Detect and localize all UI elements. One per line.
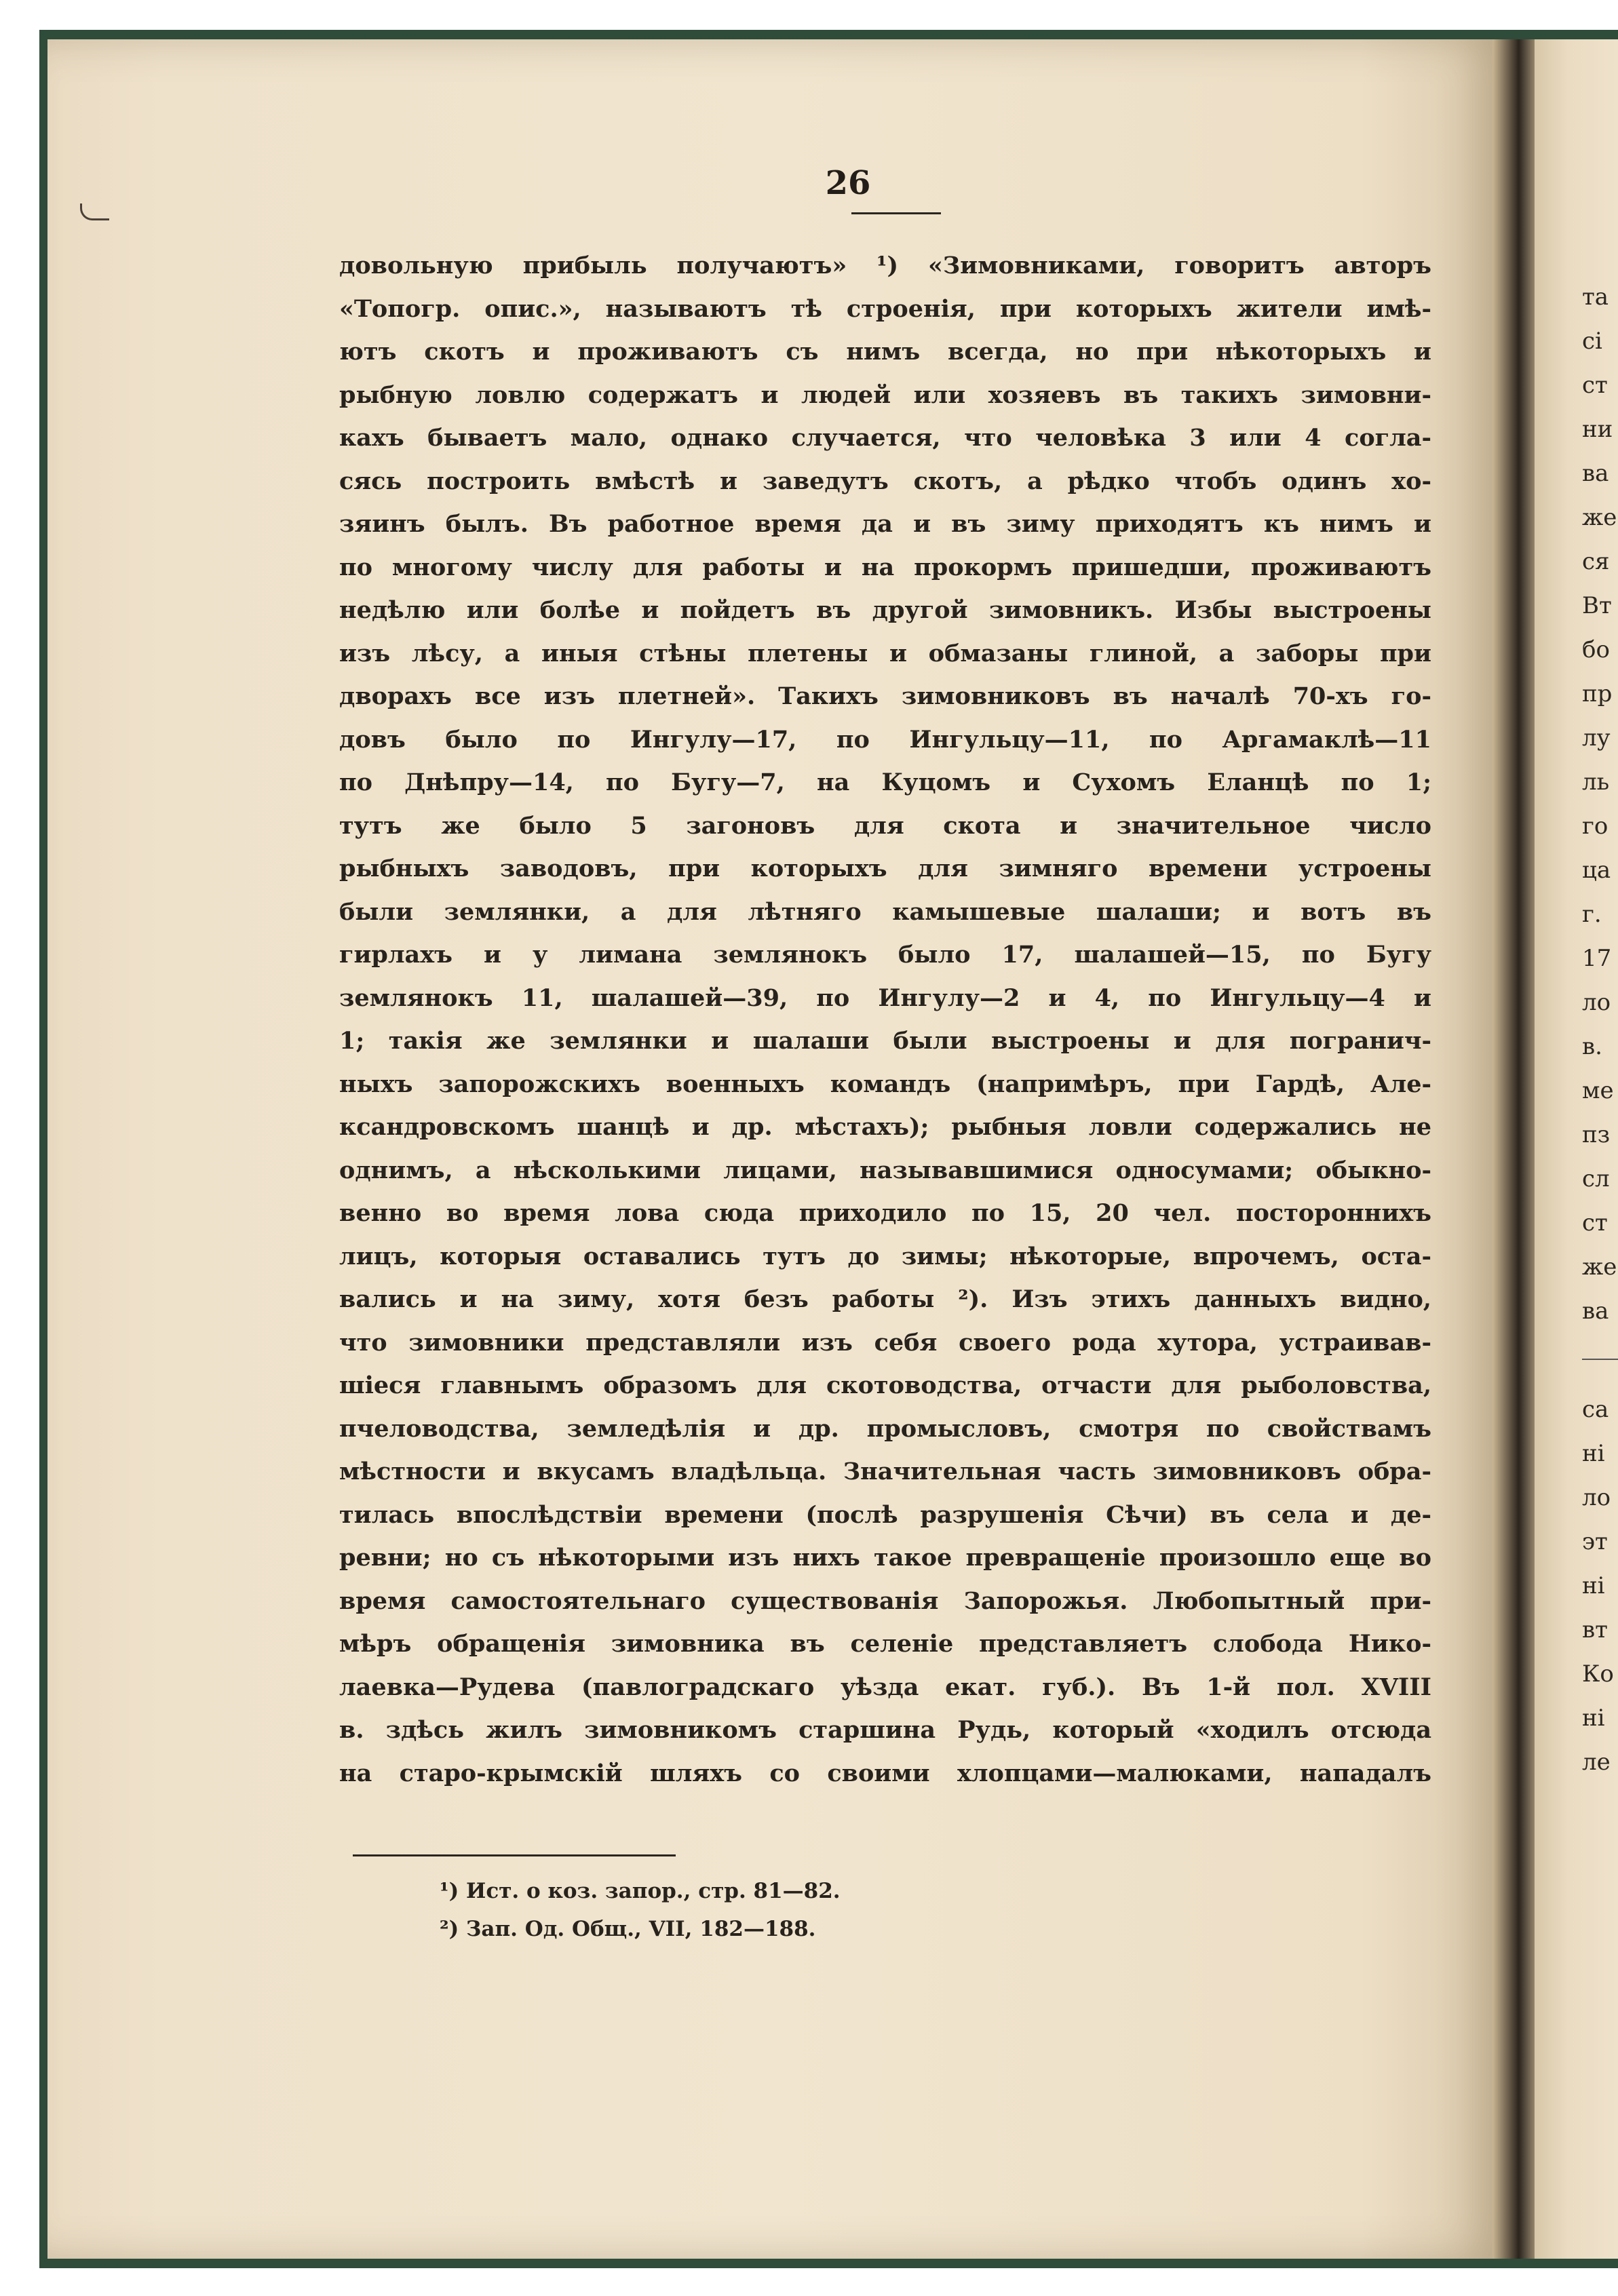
text-line: «Топогр. опис.», называютъ тѣ строенія, при которыхъ жители имѣ- [339, 294, 1431, 323]
text-line: по многому числу для работы и на прокормъ пришедши, проживаютъ [339, 553, 1431, 581]
text-line: 1; такія же землянки и шалаши были выстроены и для погранич- [339, 1027, 1431, 1055]
facing-page-fragment: лу [1582, 724, 1611, 752]
facing-page-fragment: та [1582, 284, 1609, 311]
text-line: кахъ бываетъ мало, однако случается, что человѣка 3 или 4 согла- [339, 424, 1431, 452]
facing-page-fragment: ст [1582, 1209, 1608, 1237]
text-line: изъ лѣсу, а иныя стѣны плетены и обмазаны глиной, а заборы при [339, 639, 1431, 667]
text-line: землянокъ 11, шалашей—39, по Ингулу—2 и 4, по Ингульцу—4 и [339, 984, 1431, 1012]
page-edge-mark [80, 203, 109, 220]
text-line: шіеся главнымъ образомъ для скотоводства, отчасти для рыболовства, [339, 1371, 1431, 1399]
text-line: сясь построить вмѣстѣ и заведутъ скотъ, а рѣдко чтобъ одинъ хо- [339, 467, 1431, 495]
text-line: рыбныхъ заводовъ, при которыхъ для зимняго времени устроены [339, 855, 1431, 882]
facing-page-fragment: ва [1582, 1298, 1609, 1325]
text-line: ютъ скотъ и проживаютъ съ нимъ всегда, но при нѣкоторыхъ и [339, 338, 1431, 366]
facing-page [1535, 39, 1618, 2259]
facing-page-fragment: ль [1582, 768, 1610, 796]
text-line: по Днѣпру—14, по Бугу—7, на Куцомъ и Сухомъ Еланцѣ по 1; [339, 768, 1431, 796]
text-line: в. здѣсь жилъ зимовникомъ старшина Рудь, который «ходилъ отсюда [339, 1716, 1431, 1744]
facing-page-fragment: ні [1582, 1440, 1605, 1467]
facing-page-fragment: в. [1582, 1033, 1602, 1060]
facing-page-fragment: ме [1582, 1077, 1614, 1104]
facing-page-fragment: ні [1582, 1572, 1605, 1599]
facing-page-fragment: вт [1582, 1616, 1608, 1643]
facing-page-fragment: ва [1582, 460, 1609, 487]
text-line: лаевка—Рудева (павлоградскаго уѣзда екат. губ.). Въ 1-й пол. XVIII [339, 1673, 1431, 1701]
text-line: мѣстности и вкусамъ владѣльца. Значительная часть зимовниковъ обра- [339, 1458, 1431, 1485]
text-line: на старо-крымскій шляхъ со своими хлопцами—малюками, нападалъ [339, 1759, 1431, 1787]
text-line: что зимовники представляли изъ себя своего рода хутора, устраивав- [339, 1328, 1431, 1357]
facing-separator [1582, 1359, 1618, 1360]
text-line: рыбную ловлю содержатъ и людей или хозяевъ въ такихъ зимовни- [339, 381, 1431, 409]
page-number: 26 [825, 164, 871, 202]
facing-page-fragment: ле [1582, 1749, 1611, 1776]
facing-page-fragment: ло [1582, 989, 1611, 1016]
facing-page-fragment: ца [1582, 857, 1611, 884]
facing-page-fragment: ся [1582, 548, 1610, 575]
text-line: вались и на зиму, хотя безъ работы ²). Изъ этихъ данныхъ видно, [339, 1285, 1431, 1313]
text-line: однимъ, а нѣсколькими лицами, называвшимися односумами; обыкно- [339, 1156, 1431, 1184]
facing-page-fragment: пз [1582, 1121, 1611, 1148]
page-number-rule [851, 212, 941, 214]
facing-page-fragment: го [1582, 813, 1609, 840]
facing-page-fragment: ст [1582, 372, 1608, 399]
footnote-rule [353, 1854, 676, 1856]
facing-page-fragment: Вт [1582, 592, 1612, 619]
text-line: венно во время лова сюда приходило по 15, 20 чел. постороннихъ [339, 1199, 1431, 1227]
book-gutter [1492, 39, 1540, 2259]
facing-page-fragment: пр [1582, 680, 1613, 707]
text-line: гирлахъ и у лимана землянокъ было 17, шалашей—15, по Бугу [339, 941, 1431, 969]
text-line: были землянки, а для лѣтняго камышевые шалаши; и вотъ въ [339, 897, 1431, 926]
facing-page-fragment: Ко [1582, 1660, 1614, 1688]
body-text [339, 244, 1431, 1795]
text-line: мѣръ обращенія зимовника въ селеніе представляетъ слобода Нико- [339, 1630, 1431, 1658]
text-line: ксандровскомъ шанцѣ и др. мѣстахъ); рыбныя ловли содержались не [339, 1113, 1431, 1141]
text-line: тилась впослѣдствіи времени (послѣ разрушенія Сѣчи) въ села и де- [339, 1500, 1431, 1529]
facing-page-fragment: сл [1582, 1165, 1610, 1192]
text-line: время самостоятельнаго существованія Запорожья. Любопытный при- [339, 1587, 1431, 1615]
text-line: лицъ, которыя оставались тутъ до зимы; нѣкоторые, впрочемъ, оста- [339, 1242, 1431, 1270]
text-line: довольную прибыль получаютъ» ¹) «Зимовниками, говоритъ авторъ [339, 252, 1431, 279]
text-line: зяинъ былъ. Въ работное время да и въ зиму приходятъ къ нимъ и [339, 510, 1431, 538]
facing-page-fragment: ло [1582, 1484, 1611, 1511]
facing-page-fragment: 17 [1582, 945, 1612, 972]
footnote: ¹) Ист. о коз. запор., стр. 81—82. [440, 1879, 841, 1903]
text-line: тутъ же было 5 загоновъ для скота и значительное число [339, 811, 1431, 840]
facing-page-fragment: сі [1582, 328, 1602, 355]
text-line: довъ было по Ингулу—17, по Ингульцу—11, по Аргамаклѣ—11 [339, 725, 1431, 754]
facing-page-fragment: ни [1582, 416, 1613, 443]
facing-page-fragment: эт [1582, 1528, 1608, 1555]
facing-page-fragment: же [1582, 1253, 1617, 1281]
footnote: ²) Зап. Од. Общ., VII, 182—188. [440, 1917, 816, 1941]
facing-page-fragment: же [1582, 504, 1617, 531]
footnotes [440, 1872, 841, 1948]
facing-page-fragment: г. [1582, 901, 1602, 928]
text-line: ревни; но съ нѣкоторыми изъ нихъ такое превращеніе произошло еще во [339, 1544, 1431, 1572]
facing-page-fragment: ні [1582, 1705, 1605, 1732]
text-line: недѣлю или болѣе и пойдетъ въ другой зимовникъ. Избы выстроены [339, 596, 1431, 624]
facing-page-fragment: са [1582, 1396, 1609, 1423]
text-line: дворахъ все изъ плетней». Такихъ зимовниковъ въ началѣ 70-хъ го- [339, 682, 1431, 710]
facing-page-fragment: бо [1582, 636, 1610, 663]
text-line: пчеловодства, земледѣлія и др. промысловъ, смотря по свойствамъ [339, 1414, 1431, 1443]
text-line: ныхъ запорожскихъ военныхъ командъ (напримѣръ, при Гардѣ, Але- [339, 1070, 1431, 1098]
